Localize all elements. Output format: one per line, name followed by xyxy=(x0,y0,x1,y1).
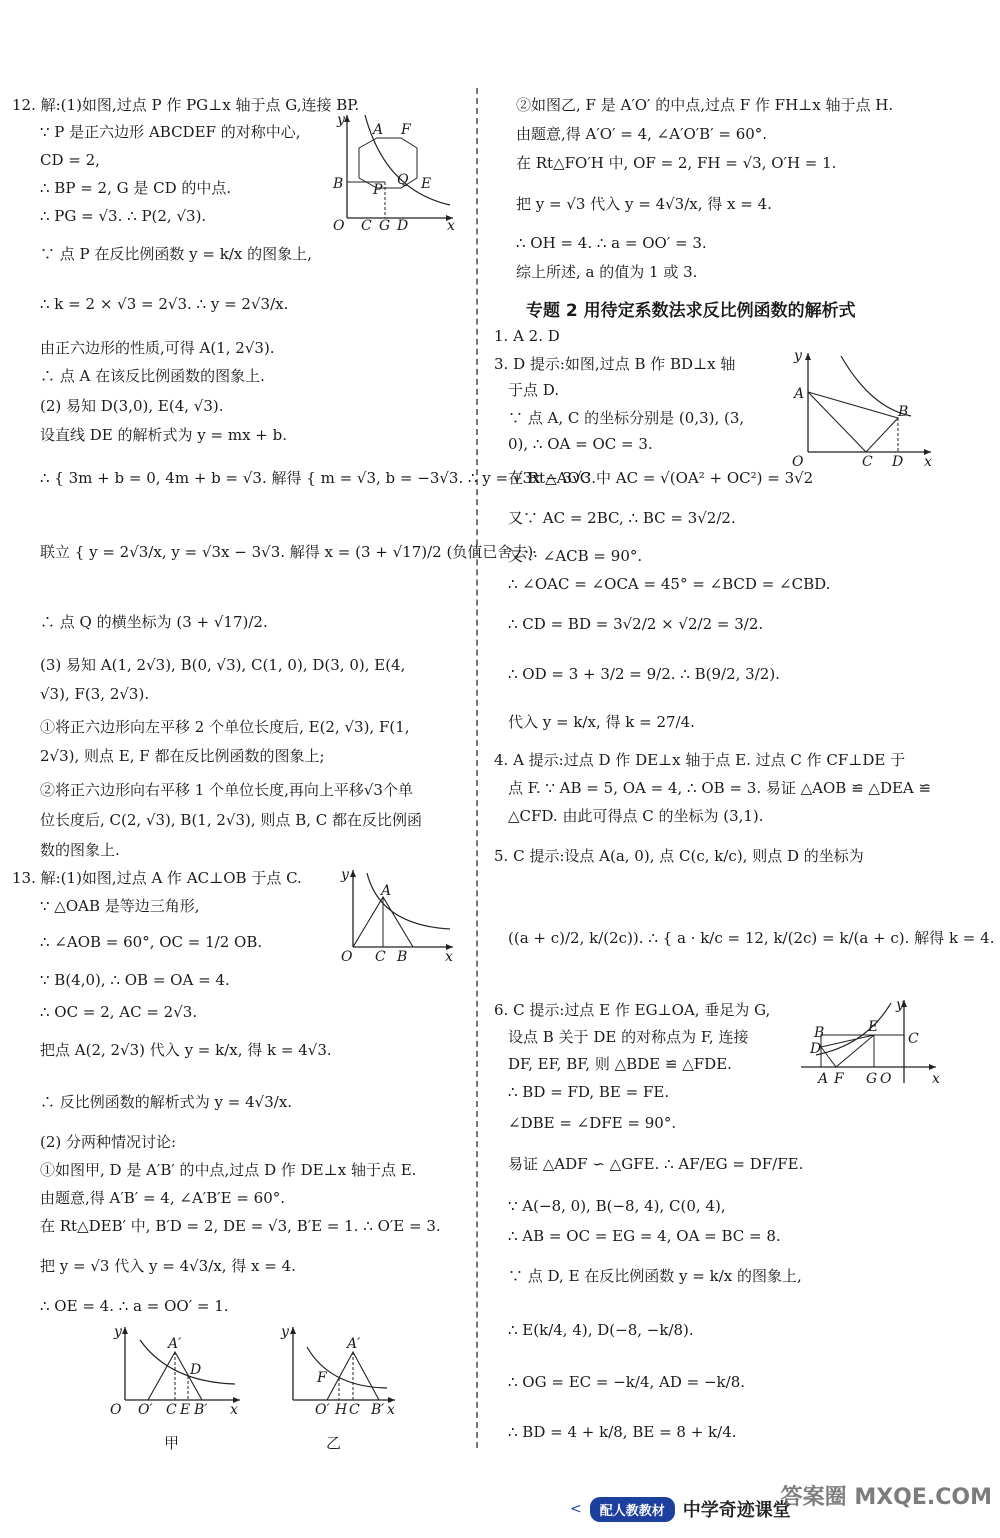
fig-label: y xyxy=(341,867,349,883)
fig-label: E xyxy=(868,1019,879,1035)
watermark-logo: 答案圈 MXQE.COM xyxy=(780,1485,992,1510)
fig-label: C xyxy=(375,949,386,965)
right-line: 易证 △ADF ∽ △GFE. ∴ AF/EG = DF/FE. xyxy=(508,1155,804,1173)
right-line: 在 Rt△AOC 中 AC = √(OA² + OC²) = 3√2 xyxy=(508,469,814,487)
fig-label: y xyxy=(794,348,802,364)
right-line: ∴ OD = 3 + 3/2 = 9/2. ∴ B(9/2, 3/2). xyxy=(508,665,780,683)
fig-label: x xyxy=(447,218,455,234)
left-line: ②将正六边形向右平移 1 个单位长度,再向上平移√3个单 xyxy=(40,781,413,799)
right-line: 又∵ ∠ACB = 90°. xyxy=(508,547,643,565)
left-line: 位长度后, C(2, √3), B(1, 2√3), 则点 B, C 都在反比例函 xyxy=(40,811,422,829)
right-line: 设点 B 关于 DE 的对称点为 F, 连接 xyxy=(508,1028,749,1046)
left-line: 在 Rt△DEB′ 中, B′D = 2, DE = √3, B′E = 1. ∴ O′E = 3. xyxy=(40,1217,441,1235)
left-line: ∴ OC = 2, AC = 2√3. xyxy=(40,1003,198,1021)
right-line: ∵ 点 A, C 的坐标分别是 (0,3), (3, xyxy=(508,409,745,427)
fig-label: F xyxy=(401,122,411,138)
left-line: ∵ 点 P 在反比例函数 y = k/x 的图象上, xyxy=(40,245,312,263)
left-line: ∴ BP = 2, G 是 CD 的中点. xyxy=(40,179,232,197)
fig-label: O′ xyxy=(138,1402,153,1418)
left-line: 12. 解:(1)如图,过点 P 作 PG⊥x 轴于点 G,连接 BP. xyxy=(12,96,360,114)
left-line: 设直线 DE 的解析式为 y = mx + b. xyxy=(40,426,288,444)
fig-label: A xyxy=(381,883,392,899)
fig-label: G xyxy=(379,218,391,234)
fig-label: E xyxy=(180,1402,191,1418)
right-line: ∴ ∠OAC = ∠OCA = 45° = ∠BCD = ∠CBD. xyxy=(508,575,831,593)
caption-yi: 乙 xyxy=(326,1434,342,1452)
fig-label: D xyxy=(397,218,409,234)
left-line: CD = 2, xyxy=(40,151,100,169)
column-divider xyxy=(476,88,478,1448)
fig-label: y xyxy=(337,112,345,128)
right-line: ∴ BD = 4 + k/8, BE = 8 + k/4. xyxy=(508,1423,737,1441)
right-line: ∴ OG = EC = −k/4, AD = −k/8. xyxy=(508,1373,746,1391)
fig-label: A′ xyxy=(347,1336,361,1352)
left-line: 2√3), 则点 E, F 都在反比例函数的图象上; xyxy=(40,747,325,765)
left-line: 由题意,得 A′B′ = 4, ∠A′B′E = 60°. xyxy=(40,1189,286,1207)
triangle-figure xyxy=(335,865,460,965)
fig-label: x xyxy=(387,1402,395,1418)
left-line: 把 y = √3 代入 y = 4√3/x, 得 x = 4. xyxy=(40,1257,296,1275)
right-line: 代入 y = k/x, 得 k = 27/4. xyxy=(508,713,695,731)
right-line: ②如图乙, F 是 A′O′ 的中点,过点 F 作 FH⊥x 轴于点 H. xyxy=(516,96,894,114)
right-line: 在 Rt△FO′H 中, OF = 2, FH = √3, O′H = 1. xyxy=(516,154,837,172)
fig-label: x xyxy=(932,1071,940,1087)
right-line: 又∵ AC = 2BC, ∴ BC = 3√2/2. xyxy=(508,509,736,527)
right-line: ∴ CD = BD = 3√2/2 × √2/2 = 3/2. xyxy=(508,615,764,633)
right-line: ((a + c)/2, k/(2c)). ∴ { a · k/c = 12, k/(2c) = k/(a + c). 解得 k = 4. xyxy=(508,929,995,947)
fig-label: C xyxy=(349,1402,360,1418)
fig-label: A xyxy=(373,122,384,138)
figure-q3 xyxy=(786,348,936,473)
figure-jia xyxy=(100,1322,245,1422)
fig-label: O xyxy=(880,1071,892,1087)
fig-label: G xyxy=(866,1071,878,1087)
right-line: ∴ E(k/4, 4), D(−8, −k/8). xyxy=(508,1321,694,1339)
left-line: ∴ 点 Q 的横坐标为 (3 + √17)/2. xyxy=(40,613,268,631)
left-line: ∴ k = 2 × √3 = 2√3. ∴ y = 2√3/x. xyxy=(40,295,289,313)
right-line: 5. C 提示:设点 A(a, 0), 点 C(c, k/c), 则点 D 的坐标为 xyxy=(494,847,864,865)
left-line: ∴ PG = √3. ∴ P(2, √3). xyxy=(40,207,207,225)
topic-heading: 专题 2 用待定系数法求反比例函数的解析式 xyxy=(526,301,856,321)
fig-label: B xyxy=(397,949,408,965)
fig-label: x xyxy=(230,1402,238,1418)
fig-label: y xyxy=(896,997,904,1013)
right-line: 0), ∴ OA = OC = 3. xyxy=(508,435,653,453)
left-line: ∵ B(4,0), ∴ OB = OA = 4. xyxy=(40,971,230,989)
left-line: ∵ △OAB 是等边三角形, xyxy=(40,897,200,915)
fig-label: y xyxy=(281,1324,289,1340)
fig-label: F xyxy=(317,1370,327,1386)
left-line: ∴ 点 A 在该反比例函数的图象上. xyxy=(40,367,265,385)
fig-label: A′ xyxy=(168,1336,182,1352)
left-line: 数的图象上. xyxy=(40,841,120,859)
fig-label: O xyxy=(792,454,804,470)
fig-label: Q xyxy=(397,172,409,188)
fig-label: B xyxy=(814,1025,825,1041)
right-line: △CFD. 由此可得点 C 的坐标为 (3,1). xyxy=(508,807,764,825)
fig-label: D xyxy=(892,454,904,470)
hexagon-figure xyxy=(325,110,460,235)
left-line: (2) 易知 D(3,0), E(4, √3). xyxy=(40,397,224,415)
right-line: ∴ OH = 4. ∴ a = OO′ = 3. xyxy=(516,234,707,252)
figure-yi xyxy=(275,1322,400,1422)
right-line: 3. D 提示:如图,过点 B 作 BD⊥x 轴 xyxy=(494,355,736,373)
left-line: 由正六边形的性质,可得 A(1, 2√3). xyxy=(40,339,275,357)
figure-q6 xyxy=(796,995,946,1090)
right-line: ∠DBE = ∠DFE = 90°. xyxy=(508,1114,677,1132)
prev-arrow-icon: < xyxy=(570,1501,582,1517)
fig-label: A xyxy=(818,1071,829,1087)
fig-label: y xyxy=(114,1324,122,1340)
left-line: ①如图甲, D 是 A′B′ 的中点,过点 D 作 DE⊥x 轴于点 E. xyxy=(40,1161,417,1179)
fig-label: D xyxy=(190,1362,202,1378)
right-line: 点 F. ∵ AB = 5, OA = 4, ∴ OB = 3. 易证 △AOB ≌ △DEA ≌ xyxy=(508,779,932,797)
page-footer xyxy=(570,1496,791,1522)
left-line: ∴ ∠AOB = 60°, OC = 1/2 OB. xyxy=(40,933,263,951)
fig-label: D xyxy=(810,1041,822,1057)
right-line: 4. A 提示:过点 D 作 DE⊥x 轴于点 E. 过点 C 作 CF⊥DE 于 xyxy=(494,751,906,769)
fig-label: O xyxy=(333,218,345,234)
caption-jia: 甲 xyxy=(164,1434,180,1452)
right-line: 由题意,得 A′O′ = 4, ∠A′O′B′ = 60°. xyxy=(516,125,768,143)
right-line: ∵ 点 D, E 在反比例函数 y = k/x 的图象上, xyxy=(508,1267,802,1285)
fig-label: E xyxy=(421,176,432,192)
right-line: 把 y = √3 代入 y = 4√3/x, 得 x = 4. xyxy=(516,195,772,213)
fig-label: x xyxy=(924,454,932,470)
left-line: ①将正六边形向左平移 2 个单位长度后, E(2, √3), F(1, xyxy=(40,718,410,736)
fig-label: A xyxy=(794,386,805,402)
fig-label: O′ xyxy=(315,1402,330,1418)
fig-label: C xyxy=(908,1031,919,1047)
left-line: √3), F(3, 2√3). xyxy=(40,685,150,703)
right-line: 综上所述, a 的值为 1 或 3. xyxy=(516,263,698,281)
edition-badge: 配人教教材 xyxy=(590,1497,675,1522)
fig-label: B xyxy=(333,176,344,192)
left-line: ∵ P 是正六边形 ABCDEF 的对称中心, xyxy=(40,123,301,141)
fig-label: H xyxy=(335,1402,348,1418)
fig-label: P xyxy=(373,182,383,198)
right-line: ∴ BD = FD, BE = FE. xyxy=(508,1083,670,1101)
left-line: ∴ 反比例函数的解析式为 y = 4√3/x. xyxy=(40,1093,293,1111)
right-column xyxy=(486,0,1000,1538)
fig-label: F xyxy=(834,1071,844,1087)
fig-label: C xyxy=(166,1402,177,1418)
right-line: ∴ AB = OC = EG = 4, OA = BC = 8. xyxy=(508,1227,781,1245)
left-line: 把点 A(2, 2√3) 代入 y = k/x, 得 k = 4√3. xyxy=(40,1041,332,1059)
left-line: ∴ OE = 4. ∴ a = OO′ = 1. xyxy=(40,1297,229,1315)
fig-label: x xyxy=(445,949,453,965)
left-line: 联立 { y = 2√3/x, y = √3x − 3√3. 解得 x = (3 + √17)/2 (负值已舍去). xyxy=(40,543,538,561)
brand-name: 中学奇迹课堂 xyxy=(682,1500,791,1521)
fig-label: O xyxy=(341,949,353,965)
left-line: ∴ { 3m + b = 0, 4m + b = √3. 解得 { m = √3, b = −3√3. ∴ y = √3x − 3√3. xyxy=(40,469,596,487)
left-line: (3) 易知 A(1, 2√3), B(0, √3), C(1, 0), D(3, 0), E(4, xyxy=(40,656,406,674)
right-line: ∵ A(−8, 0), B(−8, 4), C(0, 4), xyxy=(508,1197,726,1215)
right-line: 6. C 提示:过点 E 作 EG⊥OA, 垂足为 G, xyxy=(494,1001,771,1019)
fig-label: C xyxy=(862,454,873,470)
right-line: DF, EF, BF, 则 △BDE ≌ △FDE. xyxy=(508,1055,732,1073)
fig-label: B′ xyxy=(371,1402,385,1418)
left-line: 13. 解:(1)如图,过点 A 作 AC⊥OB 于点 C. xyxy=(12,869,302,887)
right-line: 于点 D. xyxy=(508,381,560,399)
fig-label: B xyxy=(898,404,909,420)
left-line: (2) 分两种情况讨论: xyxy=(40,1133,177,1151)
fig-label: B′ xyxy=(194,1402,208,1418)
right-line: 1. A 2. D xyxy=(494,327,560,345)
fig-label: O xyxy=(110,1402,122,1418)
fig-label: C xyxy=(361,218,372,234)
